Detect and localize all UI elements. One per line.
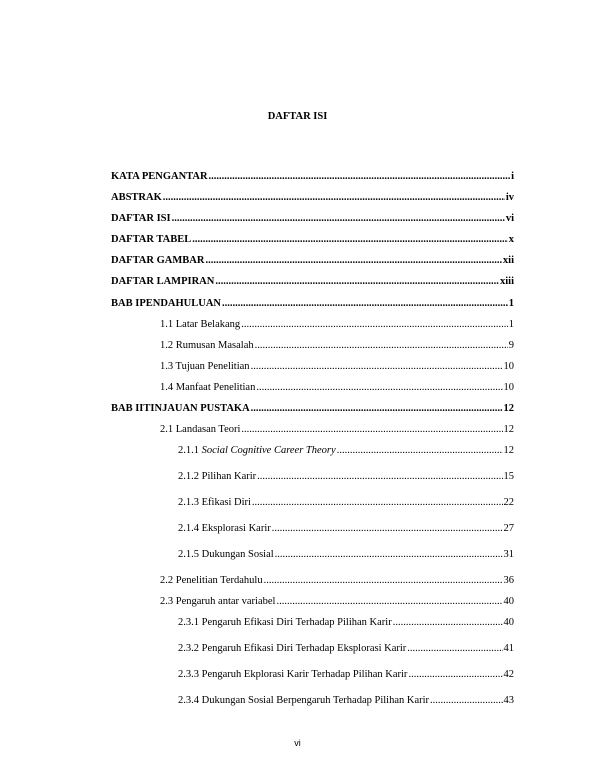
toc-entry-page: 10: [503, 361, 514, 372]
toc-entry-label: 2.3.1 Pengaruh Efikasi Diri Terhadap Pilihan Karir: [178, 617, 392, 628]
toc-entry-label: DAFTAR LAMPIRAN: [111, 276, 215, 287]
toc-entry-2-1-1[interactable]: [178, 445, 514, 457]
toc-entry-page: 36: [503, 575, 514, 586]
page-number: vi: [294, 738, 301, 748]
toc-entry-2-1-3[interactable]: [178, 497, 514, 509]
toc-entry-page: 10: [503, 382, 514, 393]
toc-entry-label: 2.1.2 Pilihan Karir: [178, 471, 257, 482]
toc-entry-label: DAFTAR GAMBAR: [111, 255, 205, 266]
chapter-number: BAB II: [111, 403, 144, 414]
toc-entry-label: 2.3.2 Pengaruh Efikasi Diri Terhadap Eksplorasi Karir: [178, 643, 407, 654]
toc-entry-label: 2.1.3 Efikasi Diri: [178, 497, 251, 508]
toc-entry-page: 42: [503, 669, 514, 680]
dot-leader: [337, 445, 503, 457]
toc-entry-2-2[interactable]: [160, 575, 514, 587]
toc-entry-label: Social Cognitive Career Theory: [201, 445, 336, 456]
toc-entry-page: 15: [503, 471, 514, 482]
toc-entry-2-3-2[interactable]: [178, 643, 514, 655]
toc-entry-label: 2.3.3 Pengaruh Ekplorasi Karir Terhadap Pilihan Karir: [178, 669, 408, 680]
dot-leader: [430, 695, 502, 707]
toc-entry-label: KATA PENGANTAR: [111, 171, 208, 182]
toc-entry-1-2[interactable]: [160, 340, 514, 352]
toc-entry-label: 2.3.4 Dukungan Sosial Berpengaruh Terhadap Pilihan Karir: [178, 695, 430, 706]
toc-entry-label: DAFTAR ISI: [111, 213, 171, 224]
toc-entry-page: 1: [508, 298, 514, 309]
dot-leader: [241, 424, 502, 436]
toc-entry-label: 2.1.4 Eksplorasi Karir: [178, 523, 271, 534]
dot-leader: [408, 669, 502, 681]
dot-leader: [255, 340, 508, 352]
dot-leader: [251, 361, 503, 373]
toc-entry-2-1[interactable]: [160, 424, 514, 436]
toc-chapter-bab-1[interactable]: [111, 298, 514, 310]
toc-entry-page: iv: [505, 192, 514, 203]
dot-leader: [272, 523, 503, 535]
toc-entry-1-3[interactable]: [160, 361, 514, 373]
toc-entry-page: 12: [503, 445, 514, 456]
toc-entry-label: 1.2 Rumusan Masalah: [160, 340, 254, 351]
dot-leader: [241, 319, 508, 331]
toc-entry-page: 40: [503, 617, 514, 628]
dot-leader: [215, 276, 499, 288]
chapter-number: BAB I: [111, 298, 140, 309]
dot-leader: [252, 497, 503, 509]
dot-leader: [209, 171, 511, 183]
toc-entry-label: 1.3 Tujuan Penelitian: [160, 361, 250, 372]
toc-entry-1-4[interactable]: [160, 382, 514, 394]
dot-leader: [257, 471, 502, 483]
toc-entry-2-3-4[interactable]: [178, 695, 514, 707]
toc-entry-page: vi: [505, 213, 514, 224]
dot-leader: [251, 403, 503, 415]
toc-entry-page: 9: [508, 340, 514, 351]
toc-entry-page: 40: [503, 596, 514, 607]
dot-leader: [275, 549, 503, 561]
dot-leader: [163, 192, 505, 204]
toc-entry-prefix: 2.1.1: [178, 445, 202, 456]
toc-entry-2-3-1[interactable]: [178, 617, 514, 629]
page-title: DAFTAR ISI: [267, 111, 328, 122]
toc-entry-page: 27: [503, 523, 514, 534]
toc-entry-daftar-lampiran[interactable]: [111, 276, 514, 288]
toc-entry-2-3[interactable]: [160, 596, 514, 608]
toc-entry-2-3-3[interactable]: [178, 669, 514, 681]
dot-leader: [407, 643, 502, 655]
dot-leader: [393, 617, 503, 629]
toc-entry-2-1-5[interactable]: [178, 549, 514, 561]
toc-entry-label: TINJAUAN PUSTAKA: [143, 403, 250, 414]
toc-entry-label: ABSTRAK: [111, 192, 162, 203]
toc-entry-daftar-gambar[interactable]: [111, 255, 514, 267]
toc-entry-page: 12: [503, 403, 514, 414]
toc-chapter-bab-2[interactable]: [111, 403, 514, 415]
dot-leader: [222, 298, 508, 310]
dot-leader: [205, 255, 501, 267]
toc-entry-page: x: [508, 234, 514, 245]
toc-entry-label: 2.1 Landasan Teori: [160, 424, 241, 435]
toc-entry-kata-pengantar[interactable]: [111, 171, 514, 183]
toc-entry-page: 41: [503, 643, 514, 654]
toc-entry-label: 2.2 Penelitian Terdahulu: [160, 575, 263, 586]
toc-entry-label: 1.4 Manfaat Penelitian: [160, 382, 256, 393]
toc-entry-label: DAFTAR TABEL: [111, 234, 192, 245]
toc-entry-page: xiii: [499, 276, 514, 287]
toc-entry-page: 43: [503, 695, 514, 706]
toc-entry-page: 1: [508, 319, 514, 330]
toc-entry-page: i: [511, 171, 514, 182]
toc-entry-page: xii: [502, 255, 514, 266]
toc-entry-2-1-4[interactable]: [178, 523, 514, 535]
dot-leader: [264, 575, 503, 587]
toc-entry-1-1[interactable]: [160, 319, 514, 331]
dot-leader: [172, 213, 505, 225]
toc-entry-page: 31: [503, 549, 514, 560]
toc-entry-abstrak[interactable]: [111, 192, 514, 204]
toc-entry-2-1-2[interactable]: [178, 471, 514, 483]
dot-leader: [276, 596, 502, 608]
dot-leader: [256, 382, 502, 394]
toc-entry-daftar-tabel[interactable]: [111, 234, 514, 246]
toc-entry-page: 22: [503, 497, 514, 508]
toc-entry-page: 12: [503, 424, 514, 435]
toc-entry-label: PENDAHULUAN: [139, 298, 221, 309]
dot-leader: [192, 234, 508, 246]
toc-entry-label: 2.3 Pengaruh antar variabel: [160, 596, 276, 607]
toc-entry-daftar-isi[interactable]: [111, 213, 514, 225]
toc-entry-label: 2.1.5 Dukungan Sosial: [178, 549, 274, 560]
toc-entry-label: 1.1 Latar Belakang: [160, 319, 241, 330]
